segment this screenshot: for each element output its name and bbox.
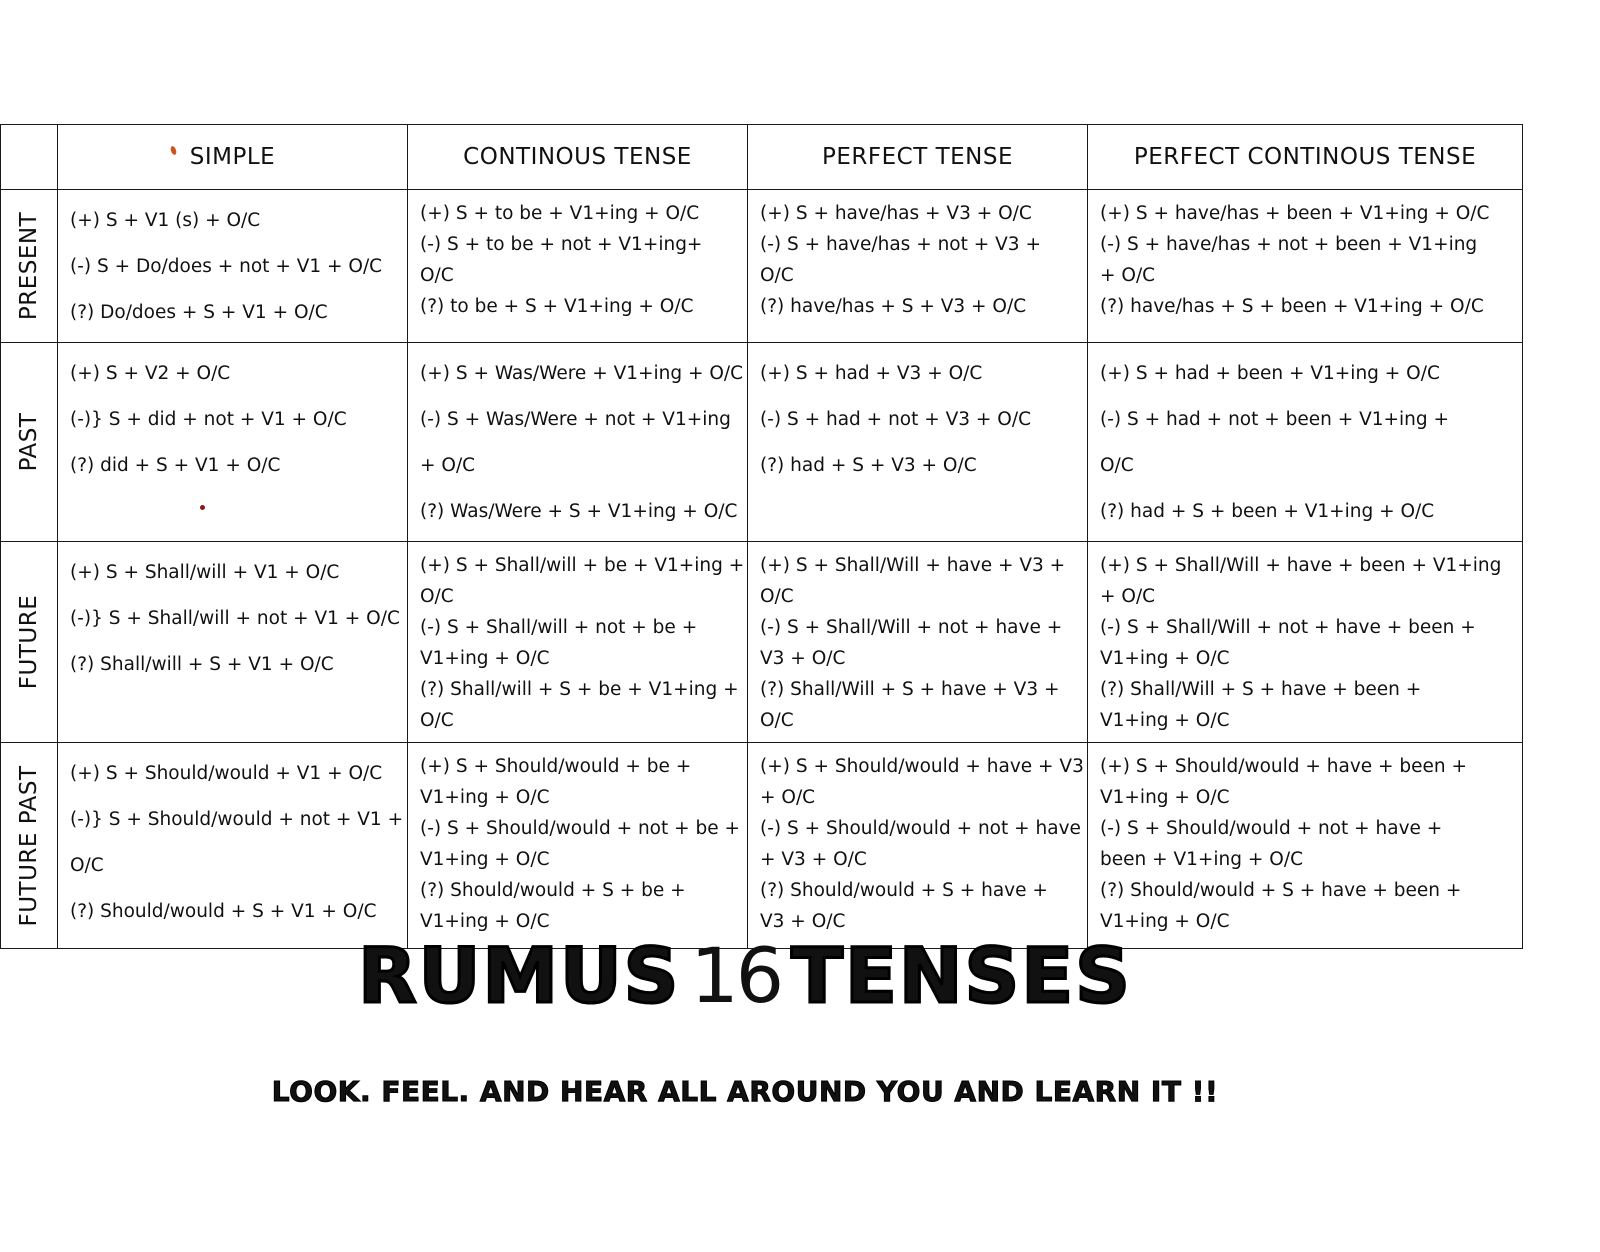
formula-negative-cont: O/C <box>1100 455 1134 476</box>
formula-positive: (+) S + Shall/Will + have + V3 + <box>760 555 1066 576</box>
formula-question: (?) Shall/will + S + V1 + O/C <box>70 654 334 675</box>
formula-negative: (-) S + had + not + V3 + O/C <box>760 409 1032 430</box>
cell-future-past-perfect <box>748 743 1088 949</box>
row-past <box>1 343 1523 542</box>
formula-positive: (+) S + Should/would + have + been + <box>1100 756 1468 777</box>
formula-negative: (-) S + Do/does + not + V1 + O/C <box>70 256 383 277</box>
cell-present-perfect-continuous <box>1088 190 1523 343</box>
formula-positive-cont: + O/C <box>760 787 816 808</box>
formula-positive: (+) S + V1 (s) + O/C <box>70 210 261 231</box>
formula-positive: (+) S + had + V3 + O/C <box>760 363 983 384</box>
formula-negative: (-) S + have/has + not + V3 + <box>760 234 1041 255</box>
tenses-table <box>0 124 1523 949</box>
formula-positive: (+) S + Should/would + V1 + O/C <box>70 763 383 784</box>
formula-positive-cont: O/C <box>760 586 794 607</box>
header-simple: SIMPLE <box>58 125 408 190</box>
formula-question-cont: V1+ing + O/C <box>1100 710 1230 731</box>
row-label-text: PAST <box>16 412 42 472</box>
cell-future-past-simple <box>58 743 408 949</box>
cell-future-past-perfect-continuous <box>1088 743 1523 949</box>
formula-negative-cont: O/C <box>420 265 454 286</box>
formula-question: (?) Do/does + S + V1 + O/C <box>70 302 328 323</box>
cell-future-perfect <box>748 542 1088 743</box>
header-row <box>1 125 1523 190</box>
formula-negative: (-) S + Shall/Will + not + have + been + <box>1100 617 1476 638</box>
cell-past-perfect-continuous <box>1088 343 1523 542</box>
formula-positive: (+) S + Should/would + be + <box>420 756 692 777</box>
formula-negative: (-) S + to be + not + V1+ing+ <box>420 234 703 255</box>
formula-negative: (-) S + Was/Were + not + V1+ing <box>420 409 731 430</box>
formula-positive-cont: V1+ing + O/C <box>1100 787 1230 808</box>
formula-question: (?) Should/would + S + have + been + <box>1100 880 1462 901</box>
cell-past-perfect <box>748 343 1088 542</box>
formula-negative: (-)} S + Shall/will + not + V1 + O/C <box>70 608 400 629</box>
formula-question-cont: V1+ing + O/C <box>1100 911 1230 932</box>
slogan: LOOK. FEEL. AND HEAR ALL AROUND YOU AND LEARN IT !! <box>271 1074 1219 1108</box>
header-perfect-continuous: PERFECT CONTINOUS TENSE <box>1088 125 1523 190</box>
formula-question: (?) did + S + V1 + O/C <box>70 455 281 476</box>
row-label-past <box>1 343 58 542</box>
ink-speck <box>200 505 205 510</box>
formula-question: (?) have/has + S + been + V1+ing + O/C <box>1100 296 1484 317</box>
formula-negative-cont: V3 + O/C <box>760 648 846 669</box>
corner-cell <box>1 125 58 190</box>
header-continuous: CONTINOUS TENSE <box>408 125 748 190</box>
formula-negative: (-) S + Should/would + not + be + <box>420 818 741 839</box>
formula-negative: (-) S + have/has + not + been + V1+ing <box>1100 234 1478 255</box>
formula-positive: (+) S + Should/would + have + V3 <box>760 756 1084 777</box>
formula-negative-cont: O/C <box>70 855 104 876</box>
formula-negative-cont: been + V1+ing + O/C <box>1100 849 1304 870</box>
formula-question: (?) Shall/will + S + be + V1+ing + <box>420 679 739 700</box>
title-part-rumus: RUMUS <box>358 930 681 1020</box>
formula-question: (?) Should/would + S + be + <box>420 880 686 901</box>
title-part-number: 16 <box>690 930 782 1020</box>
formula-question: (?) had + S + V3 + O/C <box>760 455 977 476</box>
formula-negative: (-) S + Shall/will + not + be + <box>420 617 698 638</box>
formula-negative: (-) S + had + not + been + V1+ing + <box>1100 409 1450 430</box>
cell-past-continuous <box>408 343 748 542</box>
page-title <box>358 930 1132 1020</box>
row-label-text: FUTURE <box>16 594 42 690</box>
formula-negative: (-) S + Shall/Will + not + have + <box>760 617 1063 638</box>
row-label-future <box>1 542 58 743</box>
formula-positive: (+) S + have/has + V3 + O/C <box>760 203 1032 224</box>
formula-negative-cont: + O/C <box>420 455 476 476</box>
formula-negative: (-) S + Should/would + not + have + <box>1100 818 1443 839</box>
cell-present-continuous <box>408 190 748 343</box>
formula-negative-cont: + O/C <box>1100 265 1156 286</box>
cell-future-perfect-continuous <box>1088 542 1523 743</box>
formula-negative: (-) S + Should/would + not + have <box>760 818 1081 839</box>
formula-negative: (-)} S + did + not + V1 + O/C <box>70 409 347 430</box>
title-part-tenses: TENSES <box>791 930 1132 1020</box>
row-label-text: PRESENT <box>16 211 42 321</box>
formula-question-cont: V3 + O/C <box>760 911 846 932</box>
cell-future-past-continuous <box>408 743 748 949</box>
header-perfect: PERFECT TENSE <box>748 125 1088 190</box>
formula-positive: (+) S + Shall/Will + have + been + V1+ing <box>1100 555 1502 576</box>
formula-negative-cont: O/C <box>760 265 794 286</box>
formula-negative-cont: V1+ing + O/C <box>420 849 550 870</box>
formula-question: (?) have/has + S + V3 + O/C <box>760 296 1027 317</box>
cell-present-perfect <box>748 190 1088 343</box>
formula-question: (?) Was/Were + S + V1+ing + O/C <box>420 501 738 522</box>
formula-question-cont: V1+ing + O/C <box>420 911 550 932</box>
row-present <box>1 190 1523 343</box>
row-future-past <box>1 743 1523 949</box>
row-future <box>1 542 1523 743</box>
formula-positive-cont: O/C <box>420 586 454 607</box>
cell-future-continuous <box>408 542 748 743</box>
formula-question: (?) Shall/Will + S + have + been + <box>1100 679 1422 700</box>
formula-question: (?) Shall/Will + S + have + V3 + <box>760 679 1060 700</box>
row-label-text: FUTURE PAST <box>16 764 42 927</box>
formula-positive: (+) S + have/has + been + V1+ing + O/C <box>1100 203 1490 224</box>
formula-negative-cont: + V3 + O/C <box>760 849 867 870</box>
formula-positive: (+) S + Shall/will + V1 + O/C <box>70 562 340 583</box>
cell-past-simple <box>58 343 408 542</box>
cell-present-simple <box>58 190 408 343</box>
formula-positive: (+) S + to be + V1+ing + O/C <box>420 203 700 224</box>
formula-negative-cont: V1+ing + O/C <box>420 648 550 669</box>
formula-positive-cont: V1+ing + O/C <box>420 787 550 808</box>
formula-question: (?) had + S + been + V1+ing + O/C <box>1100 501 1435 522</box>
formula-question-cont: O/C <box>760 710 794 731</box>
formula-positive: (+) S + Shall/will + be + V1+ing + <box>420 555 745 576</box>
formula-question: (?) Should/would + S + V1 + O/C <box>70 901 377 922</box>
formula-question: (?) Should/would + S + have + <box>760 880 1048 901</box>
formula-question-cont: O/C <box>420 710 454 731</box>
row-label-future-past <box>1 743 58 949</box>
formula-negative: (-)} S + Should/would + not + V1 + <box>70 809 404 830</box>
formula-negative-cont: V1+ing + O/C <box>1100 648 1230 669</box>
formula-positive: (+) S + Was/Were + V1+ing + O/C <box>420 363 744 384</box>
formula-positive: (+) S + V2 + O/C <box>70 363 231 384</box>
formula-positive-cont: + O/C <box>1100 586 1156 607</box>
cell-future-simple <box>58 542 408 743</box>
formula-positive: (+) S + had + been + V1+ing + O/C <box>1100 363 1440 384</box>
row-label-present <box>1 190 58 343</box>
formula-question: (?) to be + S + V1+ing + O/C <box>420 296 694 317</box>
